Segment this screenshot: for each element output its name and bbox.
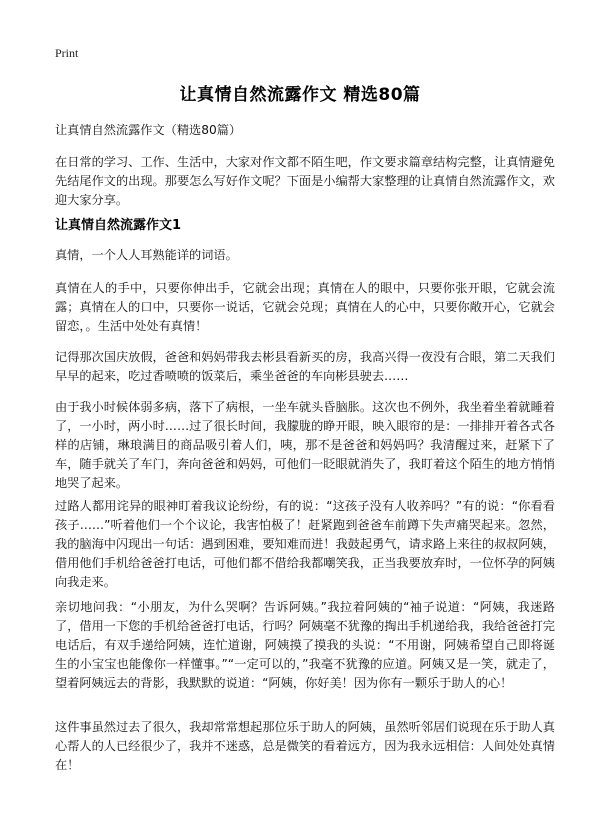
print-link[interactable]: Print xyxy=(55,46,79,60)
body-paragraph-6: 亲切地问我：“小朋友，为什么哭啊？告诉阿姨。”我拉着阿姨的“袖子说道：“阿姨，我迷路了，借用一下您的手机给爸爸打电话，行吗？阿姨毫不犹豫的掏出手机递给我，我给爸爸打完电话后，有双手递给阿姨，连忙道谢，阿姨摸了摸我的头说：“不用谢，阿姨希望自己即将诞生的小宝宝也能像你一样懂事。”“一定可以的，”我毫不犹豫的应道。阿姨又是一笑，就走了，望着阿姨远去的背影，我默默的说道：“阿姨，你好美！因为你有一颗乐于助人的心！ xyxy=(55,600,555,690)
article-subtitle: 让真情自然流露作文（精选80篇） xyxy=(55,123,242,137)
section-heading: 让真情自然流露作文1 xyxy=(55,218,182,233)
body-paragraph-7: 这件事虽然过去了很久，我却常常想起那位乐于助人的阿姨，虽然听邻居们说现在乐于助人真心帮人的人已经很少了，我并不迷惑，总是微笑的看着远方，因为我永远相信：人间处处真情在！ xyxy=(55,720,555,772)
body-paragraph-2: 真情在人的手中，只要你伸出手，它就会出现；真情在人的眼中，只要你张开眼，它就会流露；真情在人的口中，只要你一说话，它就会兑现；真情在人的心中，只要你敞开心，它就会留恋，。生活中处处有真情！ xyxy=(55,281,555,333)
intro-paragraph: 在日常的学习、工作、生活中，大家对作文都不陌生吧，作文要求篇章结构完整，让真情避免先结尾作文的出现。那要怎么写好作文呢？下面是小编帮大家整理的让真情自然流露作文，欢迎大家分享。 xyxy=(55,155,555,207)
body-paragraph-3: 记得那次国庆放假，爸爸和妈妈带我去彬县看新买的房，我高兴得一夜没有合眼，第二天我们早早的起来，吃过香喷喷的饭菜后，乘坐爸爸的车向彬县驶去…… xyxy=(55,350,555,383)
body-paragraph-5: 过路人都用诧异的眼神盯着我议论纷纷，有的说：“这孩子没有人收养吗？”有的说：“你看看孩子……”听着他们一个个议论，我害怕极了！赶紧跑到爸爸车前蹲下失声痛哭起来。忽然，我的脑海中闪现出一句话：遇到困难，要知难而进！我鼓起勇气，请求路上来往的叔叔阿姨，借用他们手机给爸爸打电话，可他们都不借给我都嘲笑我，正当我要放弃时，一位怀孕的阿姨向我走来。 xyxy=(55,499,555,589)
body-paragraph-1: 真情，一个人人耳熟能详的词语。 xyxy=(55,248,238,262)
article-title: 让真情自然流露作文 精选80篇 xyxy=(179,85,421,105)
body-paragraph-4: 由于我小时候体弱多病，落下了病根，一坐车就头昏脑胀。这次也不例外，我坐着坐着就睡着了，一小时，两小时……过了很长时间，我朦胧的睁开眼，映入眼帘的是：一排排开着各式各样的店铺，琳琅满目的商品吸引着人们，咦，那不是爸爸和妈妈吗？我清醒过来，赶紧下了车，随手就关了车门，奔向爸爸和妈妈，可他们一眨眼就消失了，我盯着这个陌生的地方悄悄地哭了起来。 xyxy=(55,400,555,490)
